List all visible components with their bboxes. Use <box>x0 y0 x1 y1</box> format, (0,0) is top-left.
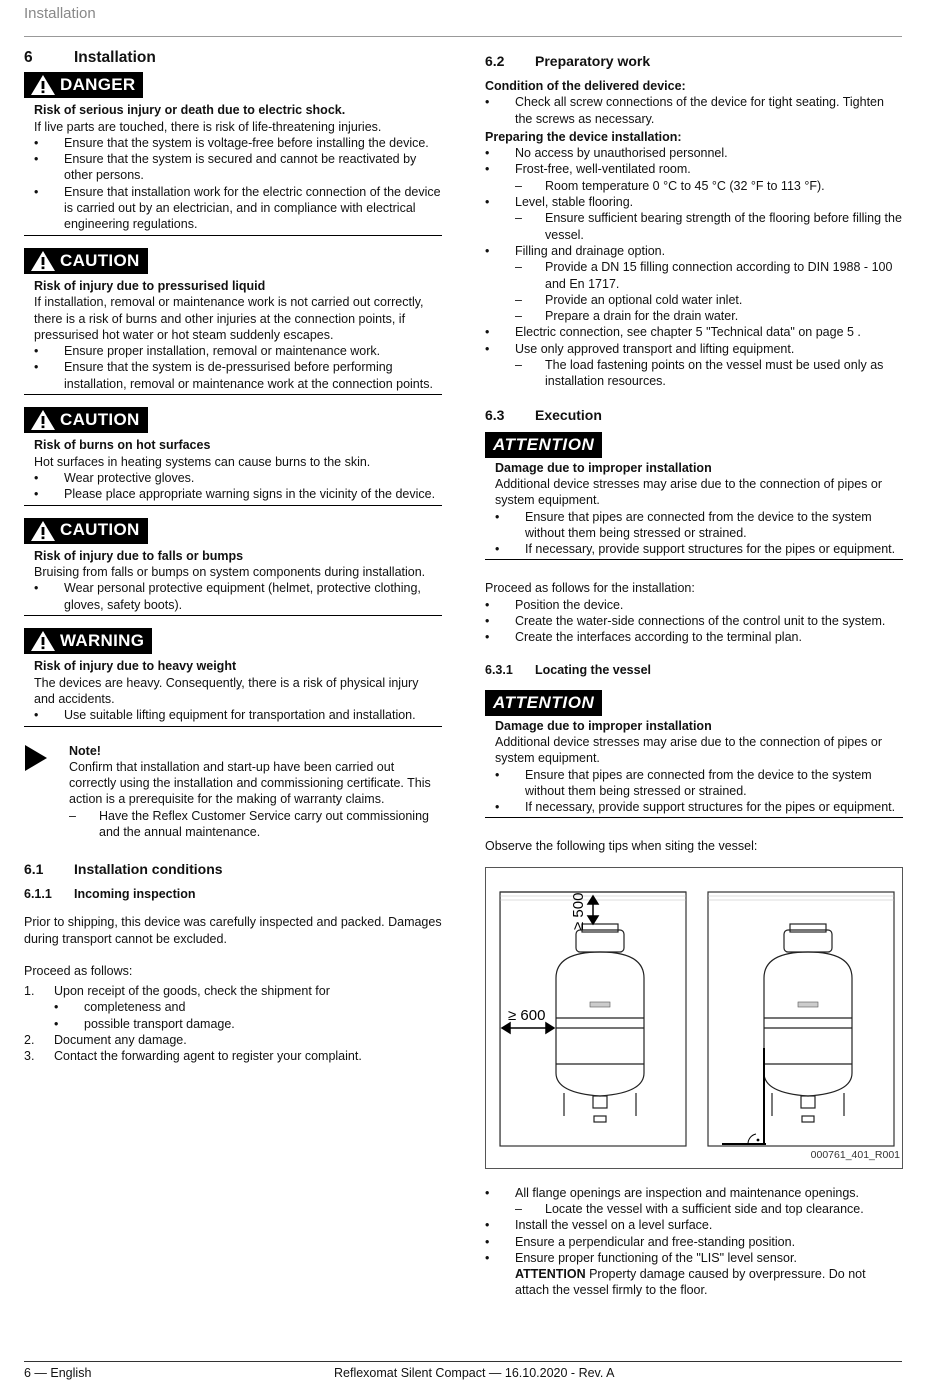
danger-title: Risk of serious injury or death due to electric shock. <box>34 103 346 118</box>
note-subitem: – Have the Reflex Customer Service carry out commissioning and the annual maintenance. <box>69 808 429 839</box>
section-6-3-1-heading: 6.3.1 Locating the vessel <box>485 662 652 677</box>
warning-block-weight <box>24 628 442 726</box>
condition-title: Condition of the delivered device: <box>485 79 686 93</box>
list-item: • Ensure that the system is de-pressurised before performing installation, removal or maintenance work at the connection points. <box>34 360 433 391</box>
caution-block-hot-surfaces <box>24 407 442 505</box>
list-item: • Ensure that the system is voltage-free before installing the device. <box>34 135 429 150</box>
footer-page: 6 — English <box>24 1366 92 1380</box>
preparing-title: Preparing the device installation: <box>485 129 682 144</box>
running-header: Installation <box>24 5 96 22</box>
attention-title: Damage due to improper installation <box>495 718 712 733</box>
list-subitem: – Room temperature 0 °C to 45 °C (32 °F to 113 °F). <box>515 178 825 193</box>
attention-block-execution <box>485 432 903 561</box>
list-item: • If necessary, provide support structures for the pipes or equipment. <box>495 800 896 815</box>
step-subitem: • possible transport damage. <box>54 1016 235 1031</box>
list-subitem: – The load fastening points on the vessel must be used only as installation resources. <box>515 358 884 389</box>
list-item: • Ensure proper installation, removal or maintenance work. <box>34 344 381 359</box>
attention-text: Additional device stresses may arise due to the connection of pipes or system equipment. <box>495 734 883 766</box>
list-subitem: – Prepare a drain for the drain water. <box>515 309 739 324</box>
list-item: • Filling and drainage option. <box>485 243 666 258</box>
proceed-text: Proceed as follows: <box>24 963 133 978</box>
list-item: • Install the vessel on a level surface. <box>485 1218 713 1233</box>
list-item: • Wear protective gloves. <box>34 470 195 485</box>
caution-block-falls <box>24 518 442 616</box>
list-item: • Check all screw connections of the device for tight seating. Tighten the screws as necessary. <box>485 95 884 126</box>
list-subitem: – Provide an optional cold water inlet. <box>515 292 743 307</box>
attention-title: Damage due to improper installation <box>495 460 712 475</box>
list-item: • Create the interfaces according to the terminal plan. <box>485 630 802 645</box>
footer-document: Reflexomat Silent Compact — 16.10.2020 - Rev. A <box>334 1366 615 1380</box>
list-subitem: – Ensure sufficient bearing strength of the flooring before filling the vessel. <box>515 211 902 242</box>
danger-badge: DANGER <box>24 72 143 98</box>
caution-text: If installation, removal or maintenance work is not carried out correctly, there is a risk of burns and other injuries at the connection points, if pressurised hot water or hot steam suddenly escapes. <box>34 295 424 342</box>
attention-text: Additional device stresses may arise due to the connection of pipes or system equipment. <box>495 476 883 508</box>
dim-top-label: ≥ 500 <box>570 892 587 930</box>
caution-title: Risk of injury due to falls or bumps <box>34 548 244 563</box>
proceed-install-text: Proceed as follows for the installation: <box>485 581 695 596</box>
warning-triangle-icon <box>30 630 56 652</box>
note-title: Note! <box>69 743 101 758</box>
list-item: • Ensure that the system is secured and cannot be reactivated by other persons. <box>34 152 417 183</box>
caution-title: Risk of burns on hot surfaces <box>34 438 211 453</box>
list-item: • Level, stable flooring. <box>485 195 634 210</box>
list-item: • Use suitable lifting equipment for transportation and installation. <box>34 708 416 723</box>
footer-rule <box>24 1361 902 1362</box>
dim-side-label: ≥ 600 <box>508 1006 546 1024</box>
list-subitem: – Provide a DN 15 filling connection according to DIN 1988 - 100 and En 1717. <box>515 260 893 291</box>
section-6-heading: 6 Installation <box>24 49 156 66</box>
danger-text: If live parts are touched, there is risk of life-threatening injuries. <box>34 119 382 134</box>
list-item: • No access by unauthorised personnel. <box>485 146 728 161</box>
caution-text: Bruising from falls or bumps on system components during installation. <box>34 565 426 580</box>
section-6-1-1-heading: 6.1.1 Incoming inspection <box>24 887 196 902</box>
step-subitem: • completeness and <box>54 1000 186 1015</box>
vessel-drawing <box>486 868 902 1168</box>
figure-caption: 000761_401_R001 <box>810 1149 900 1162</box>
warning-text: The devices are heavy. Consequently, there is a risk of physical injury and accidents. <box>34 675 419 706</box>
section-6-2-heading: 6.2 Preparatory work <box>485 53 651 69</box>
warning-triangle-icon <box>30 520 56 542</box>
incoming-inspection-text: Prior to shipping, this device was carefully inspected and packed. Damages during transport cannot be excluded. <box>24 915 442 946</box>
caution-text: Hot surfaces in heating systems can cause burns to the skin. <box>34 454 371 469</box>
vessel-siting-figure <box>485 867 903 1169</box>
caution-badge: CAUTION <box>24 248 148 274</box>
warning-triangle-icon <box>30 409 56 431</box>
list-item: • Position the device. <box>485 597 624 612</box>
note-text: Confirm that installation and start-up have been carried out correctly using the installation and commissioning certificate. This action is a prerequisite for the making of warranty claims. <box>69 759 431 807</box>
warning-triangle-icon <box>30 74 56 96</box>
list-subitem: – Locate the vessel with a sufficient side and top clearance. <box>515 1201 864 1216</box>
list-item: • All flange openings are inspection and maintenance openings. <box>485 1185 859 1200</box>
warning-triangle-icon <box>30 250 56 272</box>
section-6-1-heading: 6.1 Installation conditions <box>24 861 223 878</box>
caution-badge: CAUTION <box>24 407 148 433</box>
list-item: • Ensure proper functioning of the "LIS" level sensor. <box>485 1250 797 1265</box>
list-item: • Create the water-side connections of the control unit to the system. <box>485 614 886 629</box>
header-rule <box>24 36 902 37</box>
step-item: 1. Upon receipt of the goods, check the shipment for <box>24 984 330 999</box>
caution-block-pressurised <box>24 248 442 395</box>
danger-block <box>24 72 442 236</box>
list-item: • Ensure that pipes are connected from the device to the system without them being stressed or strained. <box>495 509 872 540</box>
section-6-3-heading: 6.3 Execution <box>485 406 602 423</box>
right-column <box>485 52 903 1299</box>
warning-badge: WARNING <box>24 628 152 654</box>
list-item: • Electric connection, see chapter 5 "Technical data" on page 5 . <box>485 325 861 340</box>
list-item: • Ensure a perpendicular and free-standing position. <box>485 1234 796 1249</box>
list-item: • Frost-free, well-ventilated room. <box>485 162 691 177</box>
left-column <box>24 48 442 1065</box>
attention-badge: ATTENTION <box>485 432 602 458</box>
step-item: 3. Contact the forwarding agent to register your complaint. <box>24 1049 362 1064</box>
list-item: • If necessary, provide support structures for the pipes or equipment. <box>495 542 896 557</box>
list-item: • Ensure that pipes are connected from the device to the system without them being stressed or strained. <box>495 767 872 798</box>
caution-badge: CAUTION <box>24 518 148 544</box>
note-block <box>24 743 442 841</box>
warning-title: Risk of injury due to heavy weight <box>34 659 237 674</box>
observe-text: Observe the following tips when siting the vessel: <box>485 839 758 854</box>
attention-block-locating <box>485 690 903 819</box>
list-item: • Please place appropriate warning signs in the vicinity of the device. <box>34 487 436 502</box>
list-item: • Wear personal protective equipment (helmet, protective clothing, gloves, safety boots). <box>34 581 421 612</box>
list-item: • Ensure that installation work for the electric connection of the device is carried out by an electrician, and in compliance with electrical engineering regulations. <box>34 184 441 232</box>
caution-title: Risk of injury due to pressurised liquid <box>34 278 266 293</box>
step-item: 2. Document any damage. <box>24 1033 187 1048</box>
attention-badge: ATTENTION <box>485 690 602 716</box>
list-item: • Use only approved transport and lifting equipment. <box>485 341 795 356</box>
note-arrow-icon <box>24 743 69 841</box>
list-item-attention: ATTENTION Property damage caused by overpressure. Do not attach the vessel firmly to the floor. <box>515 1267 866 1298</box>
